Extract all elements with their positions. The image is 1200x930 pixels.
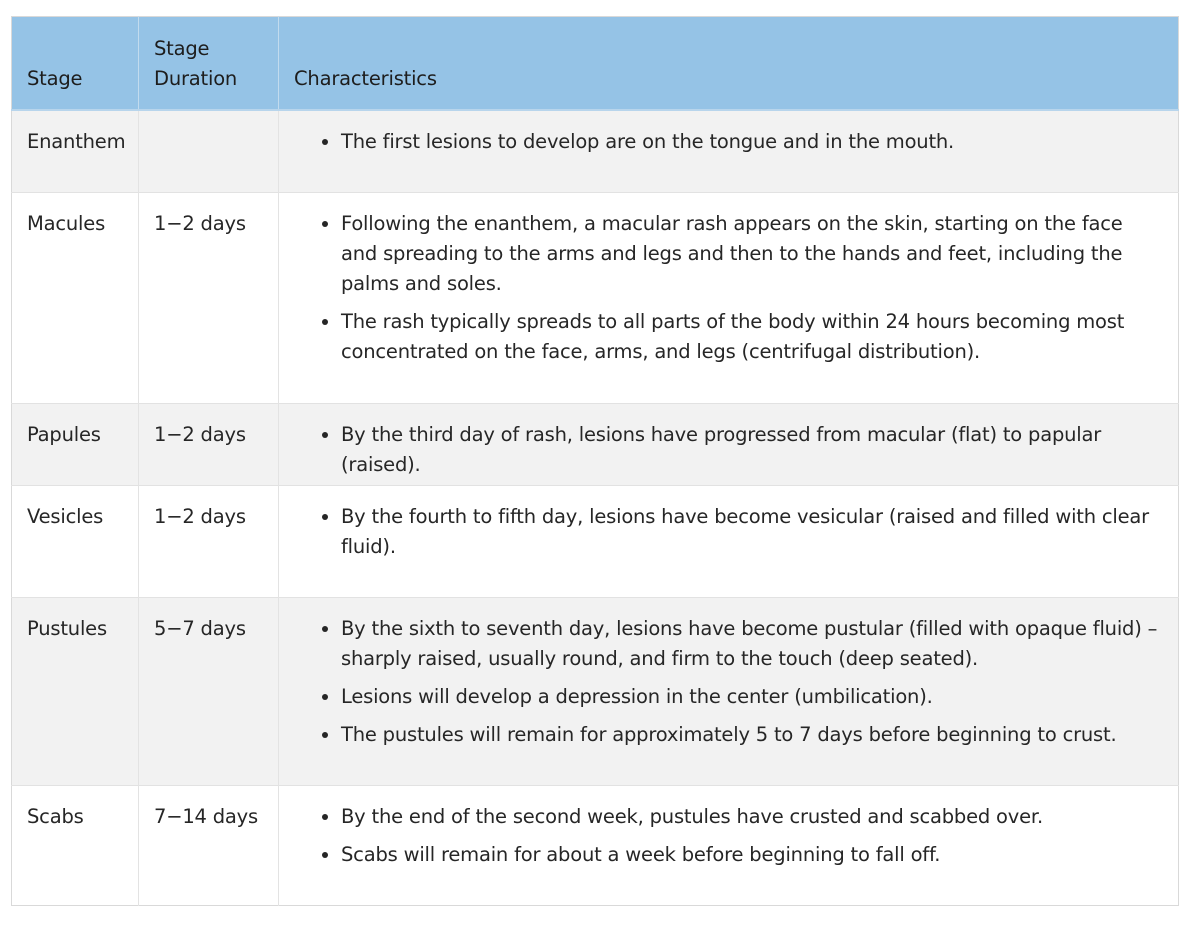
cell-characteristics [279,192,1179,403]
list-item: • Lesions will develop a depression in the center (umbilication). [341,682,1163,712]
list-item: • The pustules will remain for approximately 5 to 7 days before beginning to crust. [341,720,1163,750]
cell-duration: 5−7 days [139,597,279,785]
cell-stage: Scabs [12,785,139,905]
list-item: • By the end of the second week, pustules have crusted and scabbed over. [341,802,1163,832]
table-row [12,485,1179,597]
characteristics-list [294,614,1163,750]
table-body [12,110,1179,905]
cell-stage: Pustules [12,597,139,785]
list-item: • The first lesions to develop are on the tongue and in the mouth. [341,127,1163,157]
stages-table [11,16,1179,906]
list-item: • The rash typically spreads to all parts of the body within 24 hours becoming most concentrated on the face, arms, and legs (centrifugal distribution). [341,307,1163,367]
cell-duration: 1−2 days [139,485,279,597]
cell-characteristics [279,597,1179,785]
cell-characteristics [279,403,1179,485]
characteristics-list [294,502,1163,562]
header-duration-line1: Stage [154,37,210,60]
table-row [12,403,1179,485]
table-row [12,785,1179,905]
table-row [12,192,1179,403]
cell-stage: Papules [12,403,139,485]
cell-characteristics [279,785,1179,905]
cell-duration: 1−2 days [139,403,279,485]
header-characteristics [279,17,1179,111]
list-item: • By the sixth to seventh day, lesions have become pustular (filled with opaque fluid) – sharply raised, usually round, and firm to the touch (deep seated). [341,614,1163,674]
cell-stage: Vesicles [12,485,139,597]
list-item: • By the fourth to fifth day, lesions have become vesicular (raised and filled with clear fluid). [341,502,1163,562]
header-stage [12,17,139,111]
header-duration-line2: Duration [154,67,238,90]
cell-stage: Macules [12,192,139,403]
table-header [12,17,1179,111]
cell-characteristics [279,110,1179,192]
header-characteristics-label: Characteristics [294,67,437,90]
cell-duration: 7−14 days [139,785,279,905]
list-item: • By the third day of rash, lesions have progressed from macular (flat) to papular (raised). [341,420,1163,480]
characteristics-list [294,420,1163,480]
characteristics-list [294,802,1163,870]
cell-duration [139,110,279,192]
table-row [12,597,1179,785]
list-item: • Scabs will remain for about a week before beginning to fall off. [341,840,1163,870]
characteristics-list [294,127,1163,157]
header-duration [139,17,279,111]
cell-duration: 1−2 days [139,192,279,403]
cell-characteristics [279,485,1179,597]
characteristics-list [294,209,1163,367]
table-row [12,110,1179,192]
header-row [12,17,1179,111]
list-item: • Following the enanthem, a macular rash appears on the skin, starting on the face and spreading to the arms and legs and then to the hands and feet, including the palms and soles. [341,209,1163,299]
header-stage-label: Stage [27,67,83,90]
cell-stage: Enanthem [12,110,139,192]
